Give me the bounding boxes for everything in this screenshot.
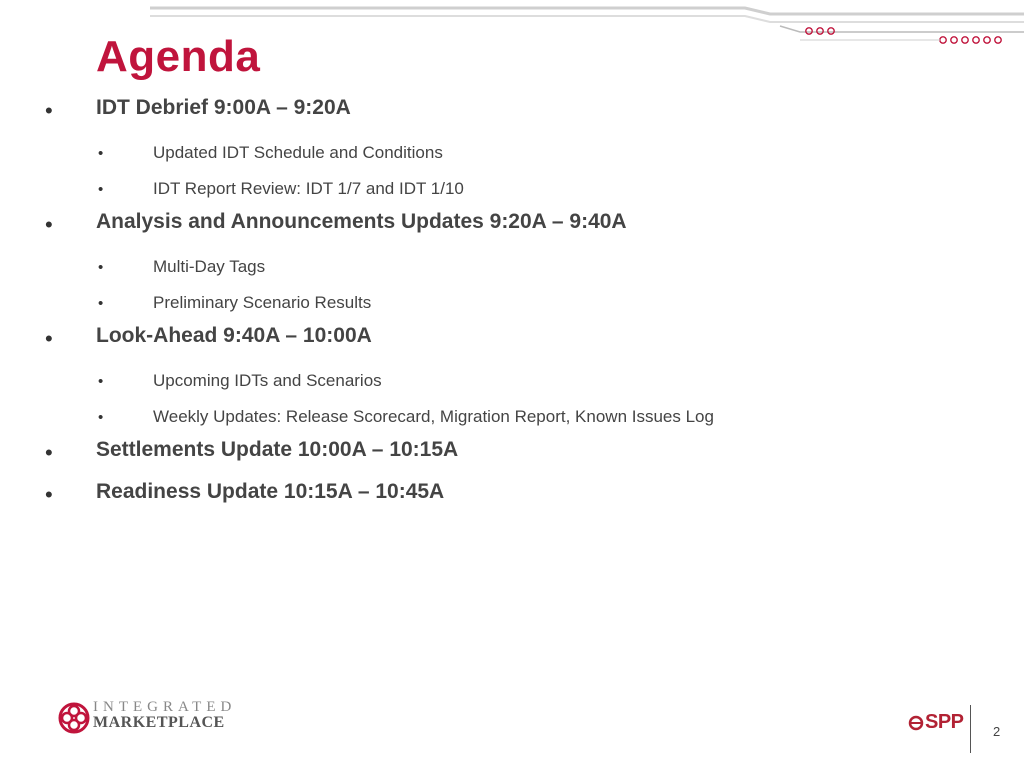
agenda-subitem-label: Updated IDT Schedule and Conditions — [153, 143, 443, 162]
agenda-subitem — [0, 364, 1024, 400]
spp-logo-icon — [908, 712, 924, 734]
agenda-section-label: Settlements Update 10:00A – 10:15A — [96, 438, 459, 461]
agenda-list — [0, 94, 1024, 520]
agenda-section-label: Look-Ahead 9:40A – 10:00A — [96, 324, 372, 347]
agenda-subitem — [0, 172, 1024, 208]
bullet-icon: • — [98, 295, 104, 312]
agenda-subitem-label: Preliminary Scenario Results — [153, 293, 372, 312]
footer-divider — [970, 705, 971, 753]
bullet-icon: • — [98, 145, 104, 162]
logo-line-integrated: INTEGRATED — [93, 699, 237, 715]
bullet-icon: • — [45, 98, 53, 123]
dots-right-decoration — [940, 37, 1001, 43]
agenda-section-label: Readiness Update 10:15A – 10:45A — [96, 480, 445, 503]
bullet-icon: • — [98, 259, 104, 276]
agenda-subitem — [0, 400, 1024, 436]
slide-title: Agenda — [96, 32, 261, 81]
agenda-subitem-label: IDT Report Review: IDT 1/7 and IDT 1/10 — [153, 179, 464, 198]
agenda-section-label: IDT Debrief 9:00A – 9:20A — [96, 96, 351, 119]
agenda-subitem-label: Weekly Updates: Release Scorecard, Migration Report, Known Issues Log — [153, 407, 714, 426]
agenda-subitem — [0, 286, 1024, 322]
bullet-icon: • — [98, 409, 104, 426]
bullet-icon: • — [98, 373, 104, 390]
agenda-subitem — [0, 250, 1024, 286]
page-number: 2 — [993, 724, 1001, 739]
bullet-icon: • — [98, 181, 104, 198]
bullet-icon: • — [45, 440, 53, 465]
spp-brand-text: SPP — [925, 711, 964, 733]
agenda-section — [0, 94, 1024, 136]
agenda-subitem — [0, 136, 1024, 172]
logo-line-marketplace: MARKETPLACE — [93, 714, 225, 731]
marketplace-logo-icon — [58, 702, 90, 734]
agenda-section-label: Analysis and Announcements Updates 9:20A – 9:40A — [96, 210, 627, 233]
bullet-icon: • — [45, 326, 53, 351]
bullet-icon: • — [45, 482, 53, 507]
agenda-section — [0, 322, 1024, 364]
agenda-subitem-label: Upcoming IDTs and Scenarios — [153, 371, 382, 390]
agenda-section — [0, 436, 1024, 478]
agenda-section — [0, 478, 1024, 520]
agenda-section — [0, 208, 1024, 250]
agenda-subitem-label: Multi-Day Tags — [153, 257, 266, 276]
dots-left-decoration — [806, 28, 834, 34]
integrated-marketplace-logo — [58, 700, 248, 736]
bullet-icon: • — [45, 212, 53, 237]
